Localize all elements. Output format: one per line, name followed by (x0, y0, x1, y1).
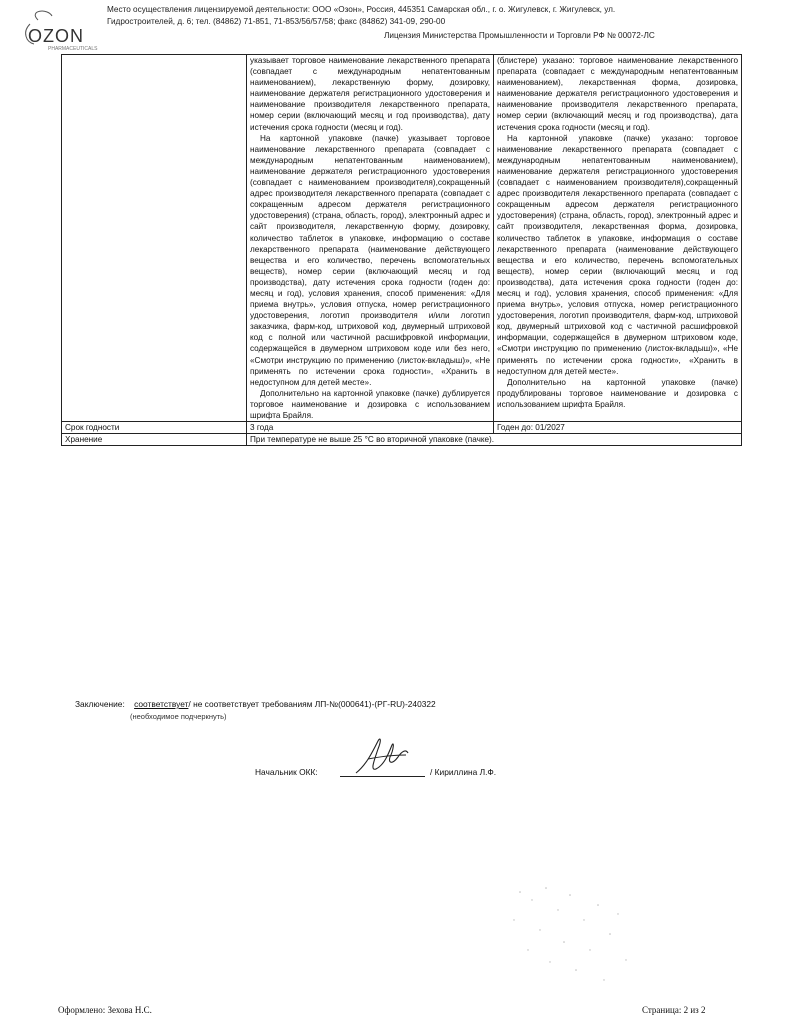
header-address-line-2: Гидростроителей, д. 6; тел. (84862) 71-851, 71-853/56/57/58; факс (84862) 341-09, 290-00 (107, 17, 446, 26)
company-logo (8, 6, 98, 54)
conclusion-label: Заключение: (75, 699, 125, 709)
table-cell-empty (62, 55, 247, 422)
header-license-line: Лицензия Министерства Промышленности и Торговли РФ № 00072-ЛС (384, 31, 655, 40)
result-paragraph-1: (блистере) указано: торговое наименование лекарственного препарата (совпадает с международным непатентованным наименованием), лекарственная форма, дозировка, наименование держателя регистрационного удостоверения и наименование производителя лекарственного препарата, номер серии (включающий месяц и год производства), дата истечения срока годности (месяц и год). (497, 56, 738, 132)
table-row-labeling (62, 55, 742, 422)
storage-requirement: При температуре не выше 25 °С во вторичной упаковке (пачке). (247, 434, 742, 446)
conclusion-complies: соответствует (134, 699, 189, 709)
signature-title: Начальник ОКК: (255, 767, 318, 777)
requirement-paragraph-2: На картонной упаковке (пачке) указывает торговое наименование лекарственного препарата (совпадает с международным непатентованным наименованием), наименование держателя регистрационного удостоверения (совпадает с наименованием производителя),сокращенный адрес производителя лекарственного препарата (совпадает с сокращенным адресом держателя регистрационного удостоверения) (страна, область, город), электронный адрес и сайт производителя, лекарственную форму, дозировку, количество таблеток в упаковке, информацию о составе лекарственного препарата (наименование действующего вещества и его количество, перечень вспомогательных веществ), номер серии (включающий месяц и год производства), дату истечения срока годности (годен до: месяц и год), условия хранения, способ применения: «Для приема внутрь», условия отпуска, номер регистрационного удостоверения, логотип производителя и/или логотип заказчика, фарм-код, штриховой код, двумерный штриховой код с полной или частичной расшифровкой информации, содержащейся в двумерном штриховом коде или без него, «Смотри инструкцию по применению (листок-вкладыш)», «Не применять по истечении срока годности», «Хранить в недоступном для детей месте». (250, 133, 490, 387)
conclusion-rest: / не соответствует требованиям ЛП-№(000641)-(РГ-RU)-240322 (188, 699, 436, 709)
logo-subtext: PHARMACEUTICALS (48, 46, 98, 52)
result-paragraph-2: На картонной упаковке (пачке) указано: торговое наименование лекарственного препарата (совпадает с международным непатентованным наименованием), наименование держателя регистрационного удостоверения (совпадает с наименованием производителя),сокращенный адрес производителя лекарственного препарата (совпадает с сокращенным адресом держателя регистрационного удостоверения) (страна, область, город), электронный адрес и сайт производителя, лекарственная форма, дозировка, количество таблеток в упаковке, информация о составе лекарственного препарата (наименование действующего вещества и его количество, перечень вспомогательных веществ), номер серии (включающий месяц и год производства), дата истечения срока годности (годен до: месяц и год), условия хранения, способ применения: «Для приема внутрь», условия отпуска, номер регистрационного удостоверения, логотип производителя, фарм-код, штриховой код, двумерный штриховой код с частичной расшифровкой информации, содержащейся в двумерном штриховом коде, «Смотри инструкцию по применению (листок-вкладыш)», «Не применять по истечении срока годности», «Хранить в недоступном для детей месте». (497, 133, 738, 376)
shelf-life-requirement: 3 года (247, 422, 494, 434)
result-paragraph-3: Дополнительно на картонной упаковке (пачке) продублированы торговое наименование и дозировка с использованием шрифта Брайля. (497, 377, 738, 409)
table-cell-requirement (247, 55, 494, 422)
conclusion-line (75, 699, 436, 709)
table-cell-result (494, 55, 742, 422)
table-row-storage (62, 434, 742, 446)
footer-page-number: Страница: 2 из 2 (642, 1005, 706, 1015)
requirement-paragraph-3: Дополнительно на картонной упаковке (пачке) дублируется торговое наименование и дозировка с использованием шрифта Брайля. (250, 388, 490, 420)
requirement-paragraph-1: указывает торговое наименование лекарственного препарата (совпадает с международным непатентованным наименованием), лекарственную форму, дозировку, наименование держателя регистрационного удостоверения и наименование производителя лекарственного препарата, номер серии (включающий месяц и год производства), дату истечения срока годности (месяц и год). (250, 56, 490, 132)
footer-prepared-by: Оформлено: Зехова Н.С. (58, 1005, 152, 1015)
shelf-life-label: Срок годности (62, 422, 247, 434)
conclusion-note: (необходимое подчеркнуть) (130, 712, 227, 721)
logo-text: OZON (28, 26, 84, 46)
handwritten-signature-icon (348, 735, 418, 779)
signature-name: / Кириллина Л.Ф. (430, 767, 497, 777)
scan-noise-dots (480, 850, 650, 1000)
storage-label: Хранение (62, 434, 247, 446)
table-row-shelf-life (62, 422, 742, 434)
header-address-line-1: Место осуществления лицензируемой деятельности: ООО «Озон», Россия, 445351 Самарская обл., г. о. Жигулевск, г. Жигулевск, ул. (107, 5, 616, 14)
spec-table (61, 54, 742, 446)
shelf-life-result: Годен до: 01/2027 (494, 422, 742, 434)
